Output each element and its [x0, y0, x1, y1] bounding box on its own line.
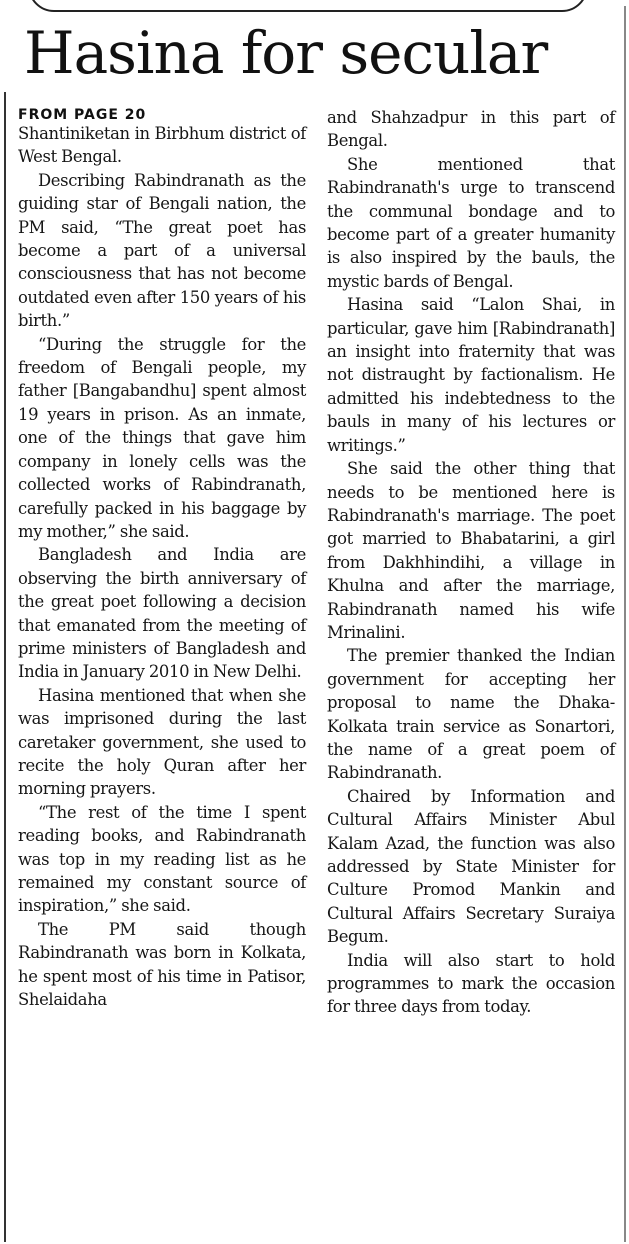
paragraph: and Shahzadpur in this part of Bengal.: [327, 108, 615, 151]
paragraph: She mentioned that Rabindranath's urge to transcend the communal bondage and to become part of a greater humanity is also inspired by the bauls, the mystic bards of Bengal.: [327, 154, 615, 291]
paragraph: Bangladesh and India are observing the birth anniversary of the great poet following a decision that emanated from the meeting of prime ministers of Bangladesh and India in January 2010 in New Delhi.: [18, 545, 306, 682]
article-column-left: [18, 106, 306, 1011]
top-frame-border: [28, 0, 588, 12]
left-edge-rule: [4, 92, 6, 1242]
paragraph: “During the struggle for the freedom of Bengali people, my father [Bangabandhu] spent almost 19 years in prison. As an inmate, one of the things that gave him company in lonely cells was the collected works of Rabindranath, carefully packed in his baggage by my mother,” she said.: [18, 334, 306, 541]
paragraph: Describing Rabindranath as the guiding star of Bengali nation, the PM said, “The great poet has become a part of a universal consciousness that has not become outdated even after 150 years of his birth.”: [18, 170, 306, 331]
article-column-right: [327, 106, 615, 1019]
paragraph: “The rest of the time I spent reading books, and Rabindranath was top in my reading list as he remained my constant source of inspiration,” she said.: [18, 802, 306, 916]
paragraph: Chaired by Information and Cultural Affairs Minister Abul Kalam Azad, the function was also addressed by State Minister for Culture Promod Mankin and Cultural Affairs Secretary Suraiya Begum.: [327, 786, 615, 947]
right-edge-rule: [624, 6, 626, 1242]
paragraph: India will also start to hold programmes to mark the occasion for three days from today.: [327, 950, 615, 1017]
jump-line: FROM PAGE 20: [18, 107, 147, 123]
paragraph: Hasina said “Lalon Shai, in particular, gave him [Rabindranath] an insight into fraternity that was not distraught by factionalism. He admitted his indebtedness to the bauls in many of his lectures or writings.”: [327, 295, 615, 455]
paragraph: The PM said though Rabindranath was born in Kolkata, he spent most of his time in Patisor, Shelaidaha: [18, 919, 306, 1010]
paragraph: Shantiniketan in Birbhum district of West Bengal.: [18, 124, 306, 167]
headline: Hasina for secular: [24, 19, 548, 87]
paragraph: She said the other thing that needs to be mentioned here is Rabindranath's marriage. The poet got married to Bhabatarini, a girl from Dakhhindihi, a village in Khulna and after the marriage, Rabindranath named his wife Mrinalini.: [327, 459, 615, 642]
paragraph: Hasina mentioned that when she was imprisoned during the last caretaker government, she used to recite the holy Quran after her morning prayers.: [18, 685, 306, 799]
paragraph: The premier thanked the Indian government for accepting her proposal to name the Dhaka-Kolkata train service as Sonartori, the name of a great poem of Rabindranath.: [327, 646, 615, 783]
